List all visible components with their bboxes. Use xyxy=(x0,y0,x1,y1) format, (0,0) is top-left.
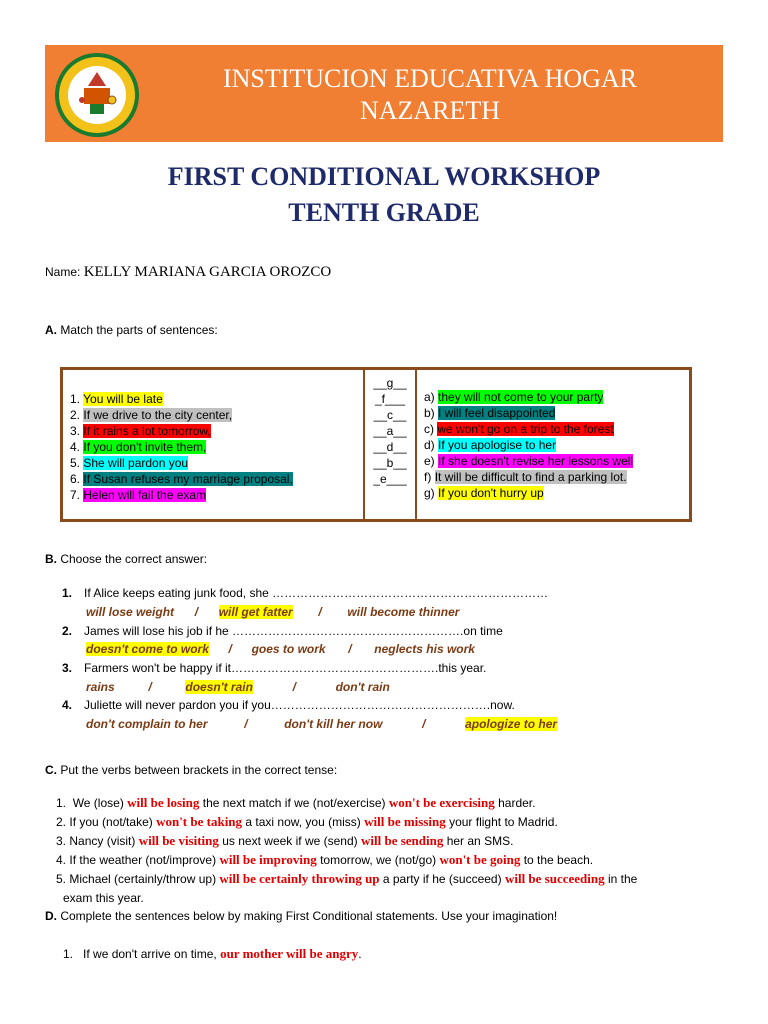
question-4: 4. Juliette will never pardon you if you……………………………………………….now. xyxy=(62,698,515,712)
list-item: d) If you apologise to her xyxy=(424,438,557,452)
table-divider xyxy=(363,370,365,519)
answer-blank: _f___ xyxy=(374,392,406,406)
question-1-options: will lose weight / will get fatter / will become thinner xyxy=(86,605,460,619)
name-row xyxy=(45,264,331,280)
tense-item-continuation: exam this year. xyxy=(63,891,144,905)
list-item: g) If you don't hurry up xyxy=(424,486,544,500)
conditional-item: 1. If we don't arrive on time, our mother will be angry. xyxy=(63,946,362,961)
left-column xyxy=(70,391,293,503)
section-c-instruction: Put the verbs between brackets in the correct tense: xyxy=(60,763,338,777)
section-b-instruction: Choose the correct answer: xyxy=(60,552,208,566)
matching-table xyxy=(60,367,692,522)
tense-item: 5. Michael (certainly/throw up) will be certainly throwing up a party if he (succeed) will be succeeding in the xyxy=(56,871,638,886)
school-name-line2: NAZARETH xyxy=(359,96,501,125)
school-name-line1: INSTITUCION EDUCATIVA HOGAR xyxy=(222,64,638,93)
list-item: 4. If you don't invite them, xyxy=(70,440,207,454)
grade-title: TENTH GRADE xyxy=(288,198,480,227)
question-1: 1. If Alice keeps eating junk food, she …………………………………………………………… xyxy=(62,586,549,600)
section-a-instruction: Match the parts of sentences: xyxy=(60,323,218,337)
list-item: 6. If Susan refuses my marriage proposal, xyxy=(70,472,293,486)
school-logo xyxy=(54,52,140,138)
question-3: 3. Farmers won't be happy if it…………………………………………….this year. xyxy=(62,661,487,675)
table-divider xyxy=(415,370,417,519)
list-item: f) It will be difficult to find a parking lot. xyxy=(424,470,627,484)
section-a-heading xyxy=(45,322,218,338)
list-item: 7. Helen will fail the exam xyxy=(70,488,207,502)
list-item: 2. If we drive to the city center, xyxy=(70,408,233,422)
list-item: 5. She will pardon you xyxy=(70,456,189,470)
tense-item: 4. If the weather (not/improve) will be improving tomorrow, we (not/go) won't be going to the beach. xyxy=(56,852,594,867)
question-4-options: don't complain to her / don't kill her now / apologize to her xyxy=(86,717,558,731)
list-item: e) If she doesn't revise her lessons well xyxy=(424,454,634,468)
list-item: b) I will feel disappointed xyxy=(424,406,556,420)
question-2-options: doesn't come to work / goes to work / neglects his work xyxy=(86,642,475,656)
section-d-heading xyxy=(45,908,557,924)
question-3-options: rains / doesn't rain / don't rain xyxy=(86,680,390,694)
section-c-letter: C. xyxy=(45,763,57,777)
section-d-letter: D. xyxy=(45,909,57,923)
tense-item: 1. We (lose) will be losing the next match if we (not/exercise) won't be exercising harder. xyxy=(56,795,536,810)
header-banner xyxy=(45,45,723,142)
answer-blank: __d__ xyxy=(373,440,407,454)
answer-blank: __a__ xyxy=(373,424,407,438)
list-item: 3. If it rains a lot tomorrow, xyxy=(70,424,211,438)
list-item: c) we won't go on a trip to the forest xyxy=(424,422,614,436)
answer-column xyxy=(368,375,412,487)
answer-blank: __g__ xyxy=(373,376,407,390)
answer-blank: __b__ xyxy=(373,456,407,470)
section-b-letter: B. xyxy=(45,552,57,566)
list-item: 1. You will be late xyxy=(70,392,163,406)
workshop-title: FIRST CONDITIONAL WORKSHOP xyxy=(167,162,601,191)
school-name xyxy=(195,63,665,127)
tense-item: 2. If you (not/take) won't be taking a taxi now, you (miss) will be missing your flight to Madrid. xyxy=(56,814,558,829)
section-d-instruction: Complete the sentences below by making First Conditional statements. Use your imagination! xyxy=(60,909,558,923)
section-b-heading xyxy=(45,551,207,567)
right-column xyxy=(424,389,633,501)
tense-item: 3. Nancy (visit) will be visiting us next week if we (send) will be sending her an SMS. xyxy=(56,833,514,848)
name-label: Name: xyxy=(45,265,81,279)
list-item: a) they will not come to your party xyxy=(424,390,604,404)
student-name: KELLY MARIANA GARCIA OROZCO xyxy=(83,264,332,280)
section-c-heading xyxy=(45,762,337,778)
answer-blank: __c__ xyxy=(373,408,407,422)
question-2: 2. James will lose his job if he ………………………………………………….on time xyxy=(62,624,503,638)
section-a-letter: A. xyxy=(45,323,57,337)
answer-blank: _e___ xyxy=(373,472,407,486)
